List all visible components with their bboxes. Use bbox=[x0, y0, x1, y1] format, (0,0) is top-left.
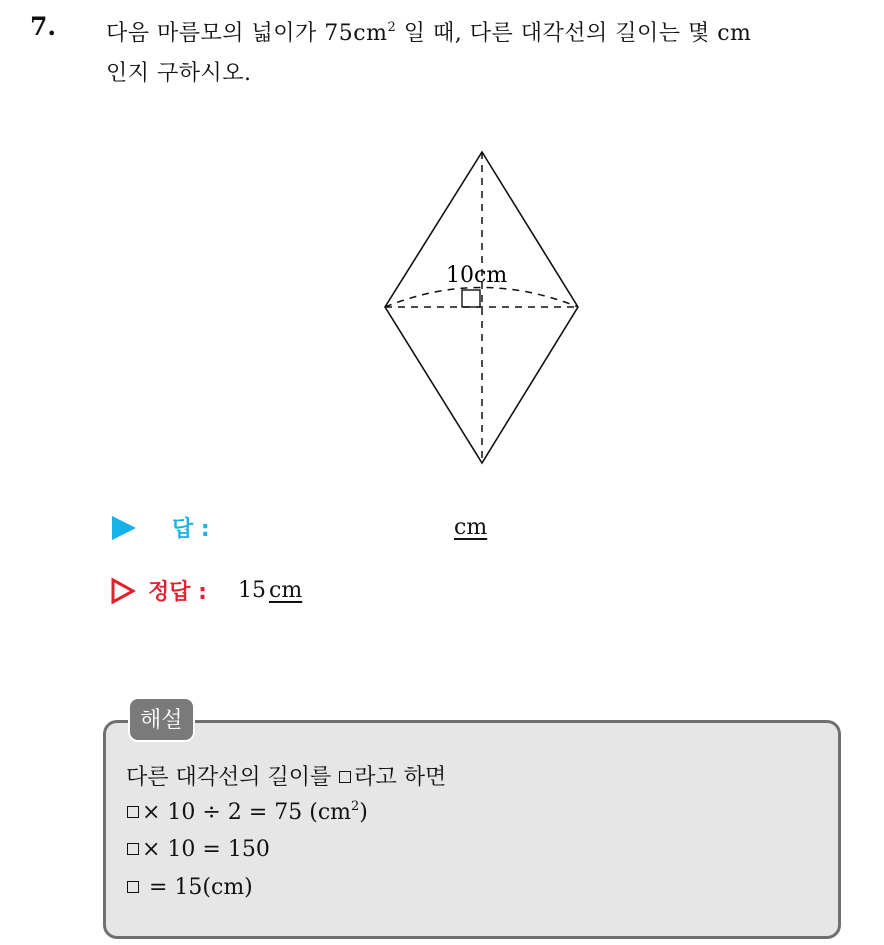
unknown-box-icon bbox=[127, 843, 139, 855]
solution-line1 bbox=[126, 760, 446, 791]
solution-text: × 10 ÷ 2 = 75 (cm bbox=[142, 800, 352, 825]
question-text-line1 bbox=[106, 16, 751, 47]
answer-arrow-icon bbox=[112, 516, 136, 540]
solution-line4 bbox=[126, 875, 253, 900]
question-text-part: 일 때, 다른 대각선의 길이는 몇 cm bbox=[396, 21, 752, 46]
right-angle-mark bbox=[462, 290, 480, 307]
solution-line2 bbox=[126, 799, 368, 825]
solution-line3 bbox=[126, 837, 270, 862]
answer-label: 답 : bbox=[172, 517, 210, 542]
solution-text: 다른 대각선의 길이를 bbox=[126, 765, 332, 790]
solution-text: ) bbox=[359, 800, 368, 825]
correct-value: 15 bbox=[238, 578, 266, 603]
question-text-part: 다음 마름모의 넓이가 75cm bbox=[106, 21, 388, 46]
correct-label: 정답 : bbox=[148, 580, 207, 605]
unknown-box-icon bbox=[127, 881, 139, 893]
solution-tab: 해설 bbox=[128, 697, 195, 742]
solution-text: 라고 하면 bbox=[354, 765, 447, 790]
superscript: 2 bbox=[351, 799, 360, 814]
superscript: 2 bbox=[387, 20, 397, 35]
question-number: 7. bbox=[30, 12, 57, 41]
correct-unit: cm bbox=[269, 578, 303, 603]
diagonal-label: 10cm bbox=[446, 263, 508, 288]
correct-answer bbox=[238, 578, 302, 603]
solution-text: = 15(cm) bbox=[149, 875, 253, 900]
solution-box bbox=[103, 720, 841, 939]
solution-text: × 10 = 150 bbox=[142, 837, 270, 862]
unknown-box-icon bbox=[127, 806, 139, 818]
correct-arrow-icon bbox=[110, 577, 136, 605]
answer-unit: cm bbox=[454, 515, 488, 540]
rhombus-figure bbox=[360, 140, 600, 475]
unknown-box-icon bbox=[339, 771, 351, 783]
question-text-line2: 인지 구하시오. bbox=[106, 61, 252, 86]
